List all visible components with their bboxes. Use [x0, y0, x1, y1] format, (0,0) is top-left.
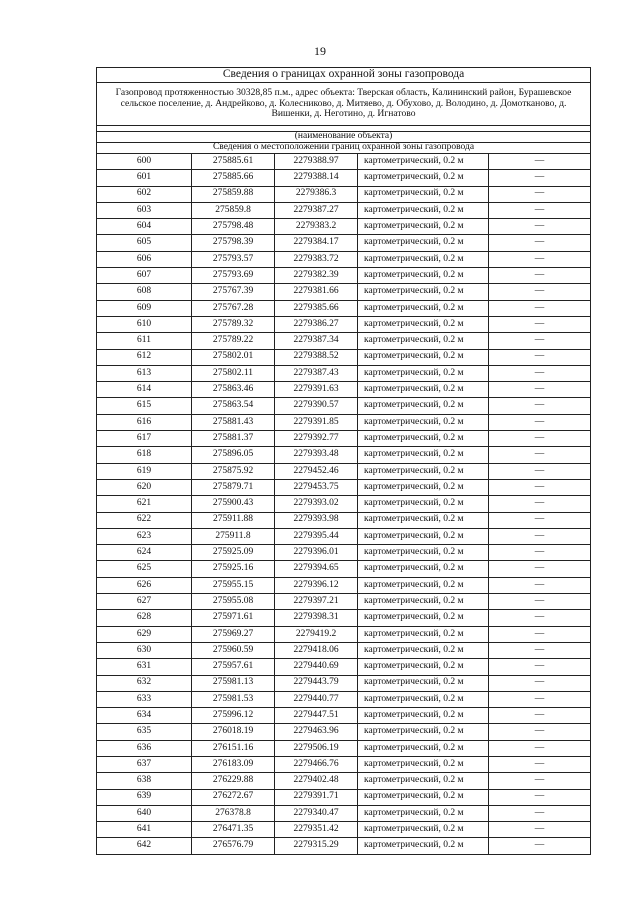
- y-coordinate-cell: 2279447.51: [275, 708, 358, 724]
- table-row: [97, 577, 591, 593]
- method-cell: картометрический, 0.2 м: [358, 642, 489, 658]
- method-cell: картометрический, 0.2 м: [358, 724, 489, 740]
- table-row: [97, 594, 591, 610]
- table-row: [97, 789, 591, 805]
- y-coordinate-cell: 2279387.27: [275, 202, 358, 218]
- point-number-cell: 601: [97, 170, 192, 186]
- y-coordinate-cell: 2279386.27: [275, 316, 358, 332]
- table-row: [97, 626, 591, 642]
- point-number-cell: 618: [97, 447, 192, 463]
- method-cell: картометрический, 0.2 м: [358, 479, 489, 495]
- table-title: Сведения о границах охранной зоны газопровода: [97, 68, 591, 83]
- point-number-cell: 625: [97, 561, 192, 577]
- table-row: [97, 284, 591, 300]
- note-cell: —: [489, 773, 591, 789]
- x-coordinate-cell: 276151.16: [192, 740, 275, 756]
- x-coordinate-cell: 275798.48: [192, 219, 275, 235]
- table-row: [97, 398, 591, 414]
- table-row: [97, 202, 591, 218]
- note-cell: —: [489, 170, 591, 186]
- table-row: [97, 268, 591, 284]
- point-number-cell: 632: [97, 675, 192, 691]
- y-coordinate-cell: 2279385.66: [275, 300, 358, 316]
- table-row: [97, 251, 591, 267]
- x-coordinate-cell: 276018.19: [192, 724, 275, 740]
- table-row: [97, 724, 591, 740]
- table-row: [97, 561, 591, 577]
- method-cell: картометрический, 0.2 м: [358, 316, 489, 332]
- note-cell: —: [489, 512, 591, 528]
- note-cell: —: [489, 594, 591, 610]
- x-coordinate-cell: 275798.39: [192, 235, 275, 251]
- x-coordinate-cell: 275955.08: [192, 594, 275, 610]
- point-number-cell: 609: [97, 300, 192, 316]
- table-row: [97, 838, 591, 854]
- note-cell: —: [489, 349, 591, 365]
- method-cell: картометрический, 0.2 м: [358, 398, 489, 414]
- note-cell: —: [489, 691, 591, 707]
- point-number-cell: 617: [97, 431, 192, 447]
- method-cell: картометрический, 0.2 м: [358, 268, 489, 284]
- point-number-cell: 626: [97, 577, 192, 593]
- table-row: [97, 316, 591, 332]
- y-coordinate-cell: 2279390.57: [275, 398, 358, 414]
- note-cell: —: [489, 154, 591, 170]
- note-cell: —: [489, 610, 591, 626]
- method-cell: картометрический, 0.2 м: [358, 333, 489, 349]
- point-number-cell: 608: [97, 284, 192, 300]
- method-cell: картометрический, 0.2 м: [358, 496, 489, 512]
- y-coordinate-cell: 2279452.46: [275, 463, 358, 479]
- note-cell: —: [489, 398, 591, 414]
- x-coordinate-cell: 275859.88: [192, 186, 275, 202]
- method-cell: картометрический, 0.2 м: [358, 545, 489, 561]
- method-cell: картометрический, 0.2 м: [358, 202, 489, 218]
- table-row: [97, 610, 591, 626]
- y-coordinate-cell: 2279387.43: [275, 365, 358, 381]
- y-coordinate-cell: 2279418.06: [275, 642, 358, 658]
- x-coordinate-cell: 275885.66: [192, 170, 275, 186]
- point-number-cell: 630: [97, 642, 192, 658]
- x-coordinate-cell: 275767.28: [192, 300, 275, 316]
- point-number-cell: 612: [97, 349, 192, 365]
- x-coordinate-cell: 276183.09: [192, 756, 275, 772]
- y-coordinate-cell: 2279382.39: [275, 268, 358, 284]
- x-coordinate-cell: 275863.54: [192, 398, 275, 414]
- x-coordinate-cell: 276229.88: [192, 773, 275, 789]
- point-number-cell: 635: [97, 724, 192, 740]
- point-number-cell: 640: [97, 805, 192, 821]
- x-coordinate-cell: 275863.46: [192, 382, 275, 398]
- note-cell: —: [489, 414, 591, 430]
- table-row: [97, 528, 591, 544]
- table-row: [97, 675, 591, 691]
- method-cell: картометрический, 0.2 м: [358, 756, 489, 772]
- note-cell: —: [489, 463, 591, 479]
- point-number-cell: 628: [97, 610, 192, 626]
- note-cell: —: [489, 251, 591, 267]
- x-coordinate-cell: 275971.61: [192, 610, 275, 626]
- y-coordinate-cell: 2279393.48: [275, 447, 358, 463]
- method-cell: картометрический, 0.2 м: [358, 414, 489, 430]
- note-cell: —: [489, 268, 591, 284]
- y-coordinate-cell: 2279391.63: [275, 382, 358, 398]
- table-row: [97, 431, 591, 447]
- table-row: [97, 333, 591, 349]
- method-cell: картометрический, 0.2 м: [358, 577, 489, 593]
- method-cell: картометрический, 0.2 м: [358, 235, 489, 251]
- method-cell: картометрический, 0.2 м: [358, 610, 489, 626]
- point-number-cell: 642: [97, 838, 192, 854]
- table-row: [97, 805, 591, 821]
- object-name-caption: (наименование объекта): [97, 132, 591, 143]
- x-coordinate-cell: 275925.09: [192, 545, 275, 561]
- point-number-cell: 603: [97, 202, 192, 218]
- method-cell: картометрический, 0.2 м: [358, 219, 489, 235]
- note-cell: —: [489, 724, 591, 740]
- note-cell: —: [489, 333, 591, 349]
- note-cell: —: [489, 789, 591, 805]
- x-coordinate-cell: 275881.37: [192, 431, 275, 447]
- note-cell: —: [489, 740, 591, 756]
- method-cell: картометрический, 0.2 м: [358, 528, 489, 544]
- point-number-cell: 634: [97, 708, 192, 724]
- method-cell: картометрический, 0.2 м: [358, 300, 489, 316]
- boundary-table: [96, 67, 591, 855]
- page-number: 19: [314, 44, 326, 58]
- method-cell: картометрический, 0.2 м: [358, 675, 489, 691]
- y-coordinate-cell: 2279315.29: [275, 838, 358, 854]
- point-number-cell: 639: [97, 789, 192, 805]
- method-cell: картометрический, 0.2 м: [358, 805, 489, 821]
- method-cell: картометрический, 0.2 м: [358, 512, 489, 528]
- y-coordinate-cell: 2279393.02: [275, 496, 358, 512]
- note-cell: —: [489, 382, 591, 398]
- point-number-cell: 616: [97, 414, 192, 430]
- y-coordinate-cell: 2279340.47: [275, 805, 358, 821]
- x-coordinate-cell: 275885.61: [192, 154, 275, 170]
- point-number-cell: 631: [97, 659, 192, 675]
- note-cell: —: [489, 838, 591, 854]
- note-cell: —: [489, 496, 591, 512]
- method-cell: картометрический, 0.2 м: [358, 740, 489, 756]
- x-coordinate-cell: 275879.71: [192, 479, 275, 495]
- table-row: [97, 154, 591, 170]
- method-cell: картометрический, 0.2 м: [358, 463, 489, 479]
- table-row: [97, 545, 591, 561]
- note-cell: —: [489, 316, 591, 332]
- table-row: [97, 691, 591, 707]
- point-number-cell: 624: [97, 545, 192, 561]
- y-coordinate-cell: 2279394.65: [275, 561, 358, 577]
- note-cell: —: [489, 235, 591, 251]
- y-coordinate-cell: 2279387.34: [275, 333, 358, 349]
- note-cell: —: [489, 561, 591, 577]
- table-row: [97, 463, 591, 479]
- note-cell: —: [489, 642, 591, 658]
- point-number-cell: 641: [97, 822, 192, 838]
- method-cell: картометрический, 0.2 м: [358, 838, 489, 854]
- note-cell: —: [489, 708, 591, 724]
- point-number-cell: 636: [97, 740, 192, 756]
- x-coordinate-cell: 275881.43: [192, 414, 275, 430]
- method-cell: картометрический, 0.2 м: [358, 773, 489, 789]
- point-number-cell: 623: [97, 528, 192, 544]
- point-number-cell: 614: [97, 382, 192, 398]
- table-row: [97, 414, 591, 430]
- table-row: [97, 822, 591, 838]
- note-cell: —: [489, 284, 591, 300]
- x-coordinate-cell: 275789.22: [192, 333, 275, 349]
- x-coordinate-cell: 275900.43: [192, 496, 275, 512]
- x-coordinate-cell: 275767.39: [192, 284, 275, 300]
- x-coordinate-cell: 275859.8: [192, 202, 275, 218]
- point-number-cell: 613: [97, 365, 192, 381]
- y-coordinate-cell: 2279398.31: [275, 610, 358, 626]
- method-cell: картометрический, 0.2 м: [358, 822, 489, 838]
- x-coordinate-cell: 275793.57: [192, 251, 275, 267]
- method-cell: картометрический, 0.2 м: [358, 659, 489, 675]
- x-coordinate-cell: 275789.32: [192, 316, 275, 332]
- x-coordinate-cell: 275996.12: [192, 708, 275, 724]
- x-coordinate-cell: 275896.05: [192, 447, 275, 463]
- method-cell: картометрический, 0.2 м: [358, 284, 489, 300]
- note-cell: —: [489, 659, 591, 675]
- y-coordinate-cell: 2279397.21: [275, 594, 358, 610]
- note-cell: —: [489, 675, 591, 691]
- point-number-cell: 605: [97, 235, 192, 251]
- y-coordinate-cell: 2279388.14: [275, 170, 358, 186]
- point-number-cell: 620: [97, 479, 192, 495]
- y-coordinate-cell: 2279396.01: [275, 545, 358, 561]
- y-coordinate-cell: 2279463.96: [275, 724, 358, 740]
- y-coordinate-cell: 2279396.12: [275, 577, 358, 593]
- y-coordinate-cell: 2279388.52: [275, 349, 358, 365]
- method-cell: картометрический, 0.2 м: [358, 708, 489, 724]
- point-number-cell: 600: [97, 154, 192, 170]
- method-cell: картометрический, 0.2 м: [358, 186, 489, 202]
- method-cell: картометрический, 0.2 м: [358, 382, 489, 398]
- y-coordinate-cell: 2279392.77: [275, 431, 358, 447]
- method-cell: картометрический, 0.2 м: [358, 365, 489, 381]
- point-number-cell: 621: [97, 496, 192, 512]
- x-coordinate-cell: 276471.35: [192, 822, 275, 838]
- note-cell: —: [489, 219, 591, 235]
- method-cell: картометрический, 0.2 м: [358, 154, 489, 170]
- note-cell: —: [489, 431, 591, 447]
- x-coordinate-cell: 275981.13: [192, 675, 275, 691]
- x-coordinate-cell: 276576.79: [192, 838, 275, 854]
- note-cell: —: [489, 447, 591, 463]
- point-number-cell: 604: [97, 219, 192, 235]
- point-number-cell: 611: [97, 333, 192, 349]
- table-row: [97, 659, 591, 675]
- table-row: [97, 479, 591, 495]
- y-coordinate-cell: 2279351.42: [275, 822, 358, 838]
- x-coordinate-cell: 275911.88: [192, 512, 275, 528]
- point-number-cell: 607: [97, 268, 192, 284]
- table-row: [97, 300, 591, 316]
- y-coordinate-cell: 2279384.17: [275, 235, 358, 251]
- note-cell: —: [489, 528, 591, 544]
- table-row: [97, 496, 591, 512]
- x-coordinate-cell: 275925.16: [192, 561, 275, 577]
- method-cell: картометрический, 0.2 м: [358, 349, 489, 365]
- x-coordinate-cell: 275802.01: [192, 349, 275, 365]
- note-cell: —: [489, 300, 591, 316]
- point-number-cell: 633: [97, 691, 192, 707]
- method-cell: картометрический, 0.2 м: [358, 789, 489, 805]
- y-coordinate-cell: 2279383.2: [275, 219, 358, 235]
- table-row: [97, 773, 591, 789]
- y-coordinate-cell: 2279383.72: [275, 251, 358, 267]
- section-title: Сведения о местоположении границ охранной зоны газопровода: [97, 143, 591, 154]
- y-coordinate-cell: 2279388.97: [275, 154, 358, 170]
- y-coordinate-cell: 2279402.48: [275, 773, 358, 789]
- table-row: [97, 349, 591, 365]
- x-coordinate-cell: 275969.27: [192, 626, 275, 642]
- y-coordinate-cell: 2279506.19: [275, 740, 358, 756]
- x-coordinate-cell: 275955.15: [192, 577, 275, 593]
- point-number-cell: 602: [97, 186, 192, 202]
- object-description: Газопровод протяженностью 30328,85 п.м., адрес объекта: Тверская область, Калининский район, Бурашевское сельское поселение, д. Андрейково, д. Колесниково, д. Митяево, д. Обухово, д. Володино, д. Домотканово, д. Вишенки, д. Неготино, д. Игнатово: [97, 83, 591, 126]
- method-cell: картометрический, 0.2 м: [358, 431, 489, 447]
- table-row: [97, 365, 591, 381]
- y-coordinate-cell: 2279466.76: [275, 756, 358, 772]
- note-cell: —: [489, 365, 591, 381]
- x-coordinate-cell: 275957.61: [192, 659, 275, 675]
- x-coordinate-cell: 275960.59: [192, 642, 275, 658]
- y-coordinate-cell: 2279440.69: [275, 659, 358, 675]
- point-number-cell: 610: [97, 316, 192, 332]
- x-coordinate-cell: 275981.53: [192, 691, 275, 707]
- table-row: [97, 512, 591, 528]
- point-number-cell: 629: [97, 626, 192, 642]
- x-coordinate-cell: 275802.11: [192, 365, 275, 381]
- point-number-cell: 606: [97, 251, 192, 267]
- note-cell: —: [489, 756, 591, 772]
- y-coordinate-cell: 2279453.75: [275, 479, 358, 495]
- method-cell: картометрический, 0.2 м: [358, 251, 489, 267]
- y-coordinate-cell: 2279391.71: [275, 789, 358, 805]
- y-coordinate-cell: 2279393.98: [275, 512, 358, 528]
- note-cell: —: [489, 822, 591, 838]
- y-coordinate-cell: 2279391.85: [275, 414, 358, 430]
- note-cell: —: [489, 545, 591, 561]
- table-row: [97, 740, 591, 756]
- method-cell: картометрический, 0.2 м: [358, 691, 489, 707]
- x-coordinate-cell: 276378.8: [192, 805, 275, 821]
- table-row: [97, 447, 591, 463]
- point-number-cell: 638: [97, 773, 192, 789]
- table-row: [97, 708, 591, 724]
- method-cell: картометрический, 0.2 м: [358, 170, 489, 186]
- point-number-cell: 627: [97, 594, 192, 610]
- x-coordinate-cell: 275911.8: [192, 528, 275, 544]
- table-row: [97, 382, 591, 398]
- x-coordinate-cell: 275793.69: [192, 268, 275, 284]
- point-number-cell: 619: [97, 463, 192, 479]
- y-coordinate-cell: 2279440.77: [275, 691, 358, 707]
- table-row: [97, 219, 591, 235]
- point-number-cell: 615: [97, 398, 192, 414]
- y-coordinate-cell: 2279386.3: [275, 186, 358, 202]
- method-cell: картометрический, 0.2 м: [358, 594, 489, 610]
- note-cell: —: [489, 805, 591, 821]
- table-row: [97, 170, 591, 186]
- y-coordinate-cell: 2279381.66: [275, 284, 358, 300]
- method-cell: картометрический, 0.2 м: [358, 447, 489, 463]
- y-coordinate-cell: 2279419.2: [275, 626, 358, 642]
- y-coordinate-cell: 2279395.44: [275, 528, 358, 544]
- note-cell: —: [489, 186, 591, 202]
- table-row: [97, 642, 591, 658]
- note-cell: —: [489, 577, 591, 593]
- method-cell: картометрический, 0.2 м: [358, 561, 489, 577]
- x-coordinate-cell: 275875.92: [192, 463, 275, 479]
- x-coordinate-cell: 276272.67: [192, 789, 275, 805]
- table-row: [97, 756, 591, 772]
- y-coordinate-cell: 2279443.79: [275, 675, 358, 691]
- table-row: [97, 186, 591, 202]
- note-cell: —: [489, 202, 591, 218]
- point-number-cell: 622: [97, 512, 192, 528]
- point-number-cell: 637: [97, 756, 192, 772]
- note-cell: —: [489, 626, 591, 642]
- note-cell: —: [489, 479, 591, 495]
- method-cell: картометрический, 0.2 м: [358, 626, 489, 642]
- table-row: [97, 235, 591, 251]
